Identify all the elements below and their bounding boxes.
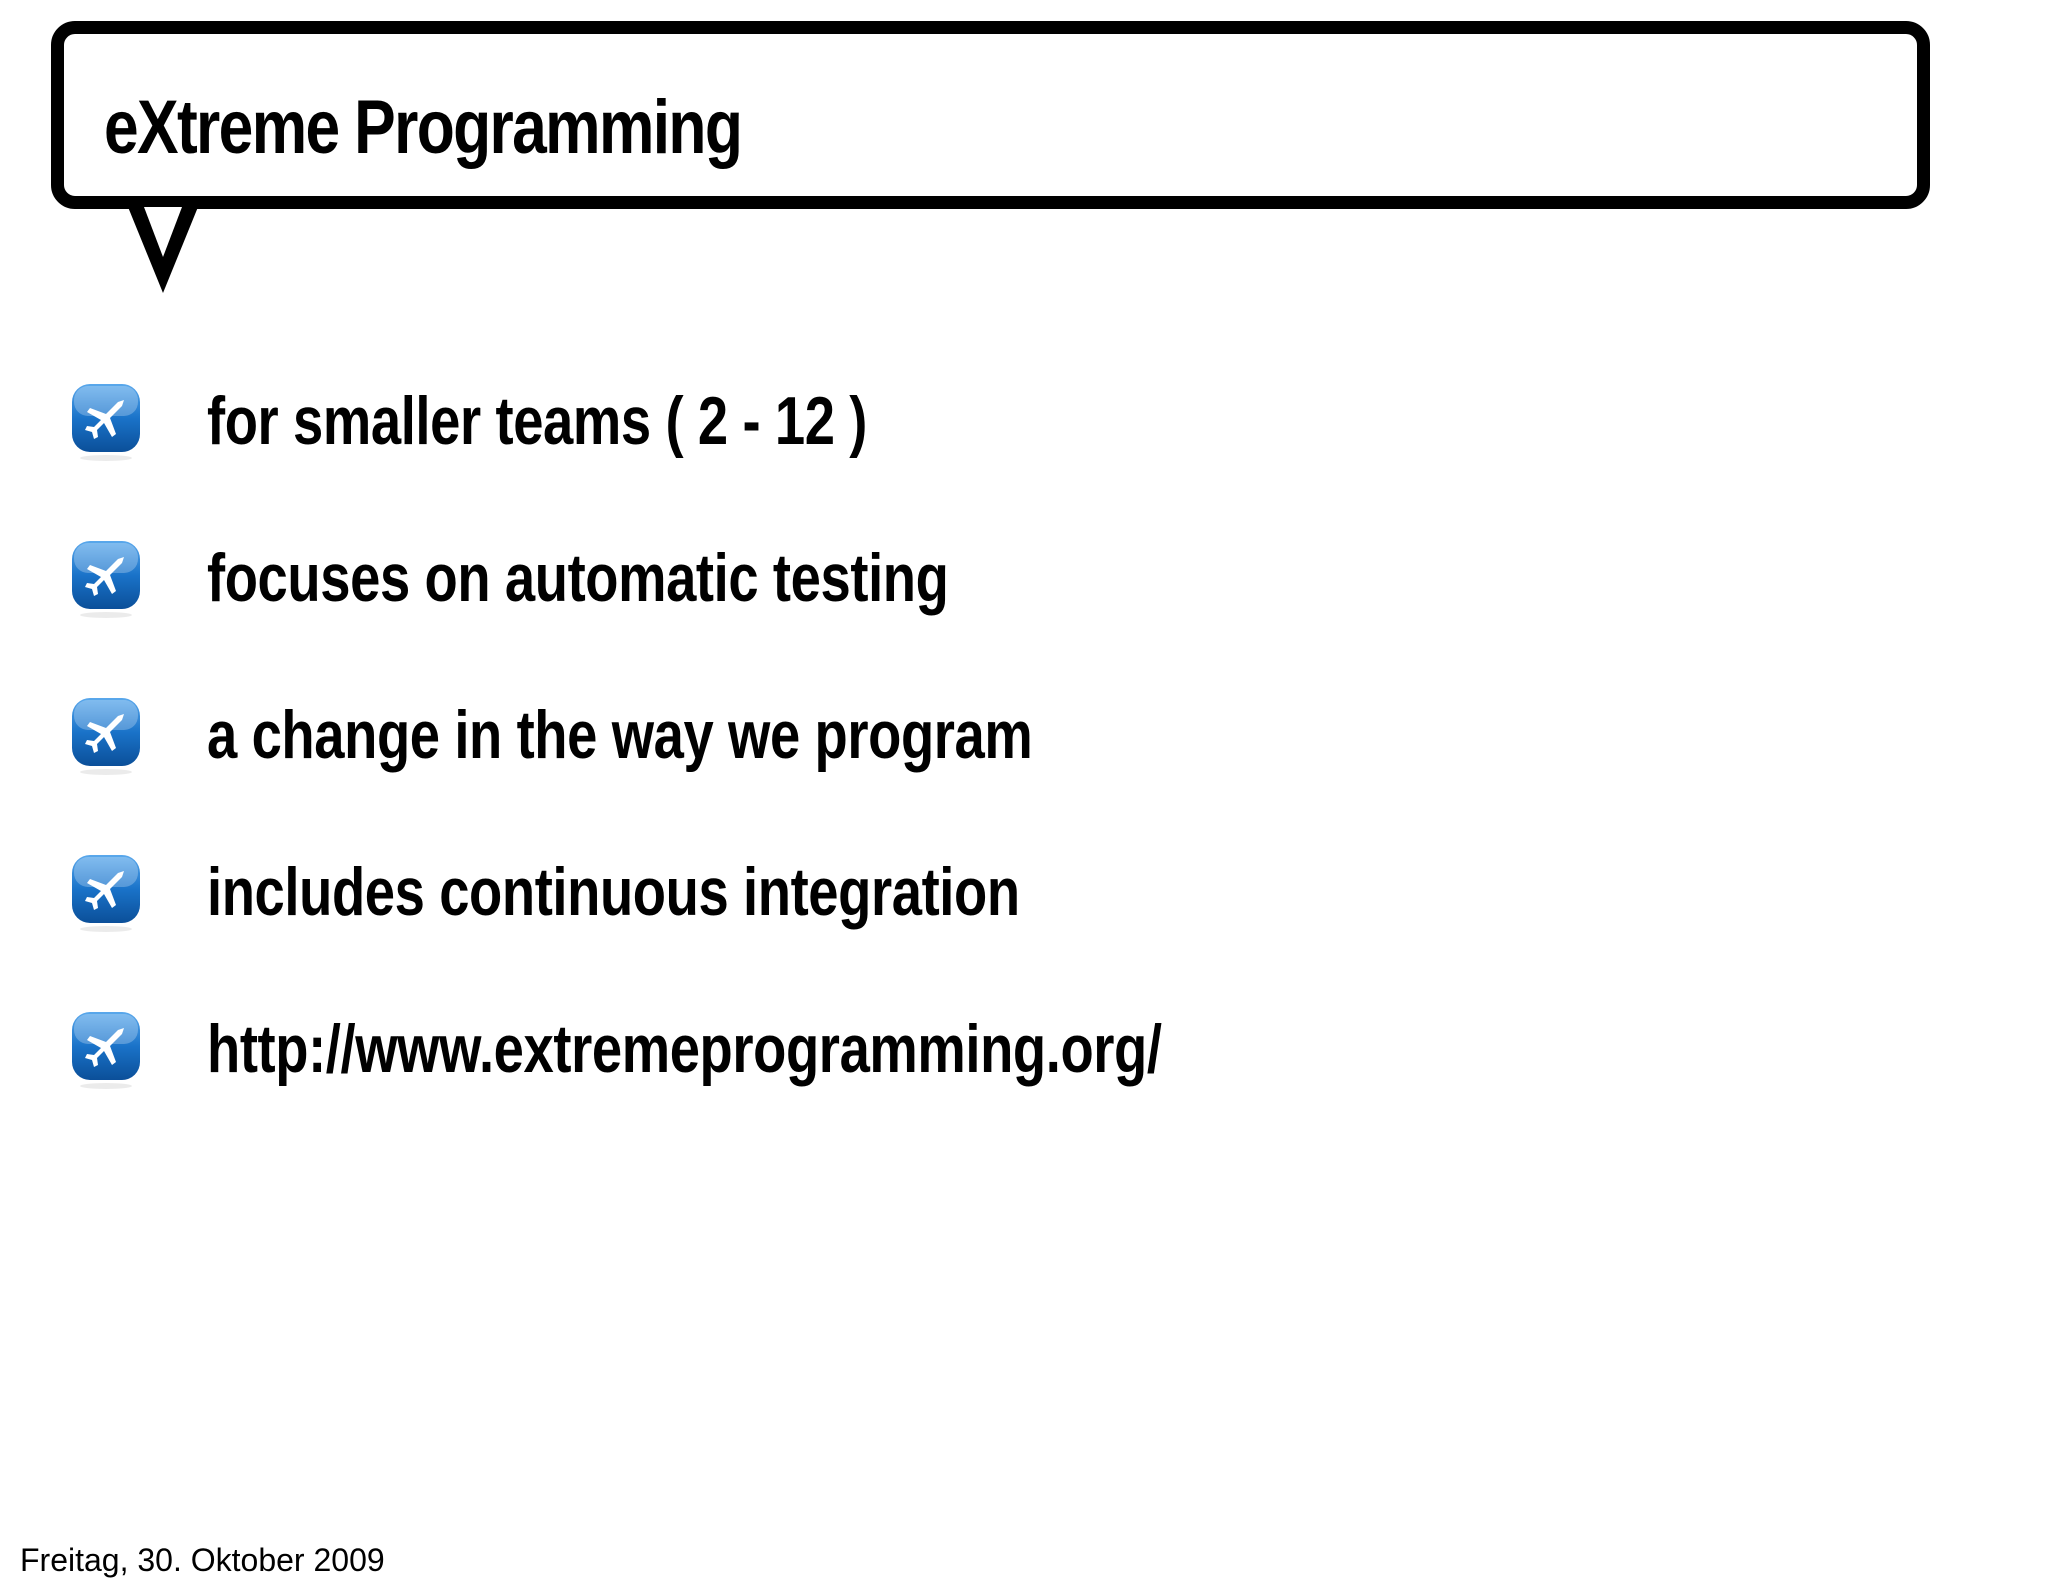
footer-date: Freitag, 30. Oktober 2009 [20,1542,385,1578]
bullet-text: includes continuous integration [207,854,1020,930]
bullet-text: for smaller teams ( 2 - 12 ) [207,383,868,459]
airplane-icon [70,1010,142,1090]
bullet-link-text[interactable]: http://www.extremeprogramming.org/ [207,1011,1162,1087]
airplane-icon [70,853,142,933]
bullet-text: a change in the way we program [207,697,1033,773]
bullet-text: focuses on automatic testing [207,540,949,616]
airplane-icon [70,382,142,462]
speech-bubble-tail [128,207,198,297]
airplane-icon [70,539,142,619]
page-title: eXtreme Programming [104,85,742,170]
airplane-icon [70,696,142,776]
